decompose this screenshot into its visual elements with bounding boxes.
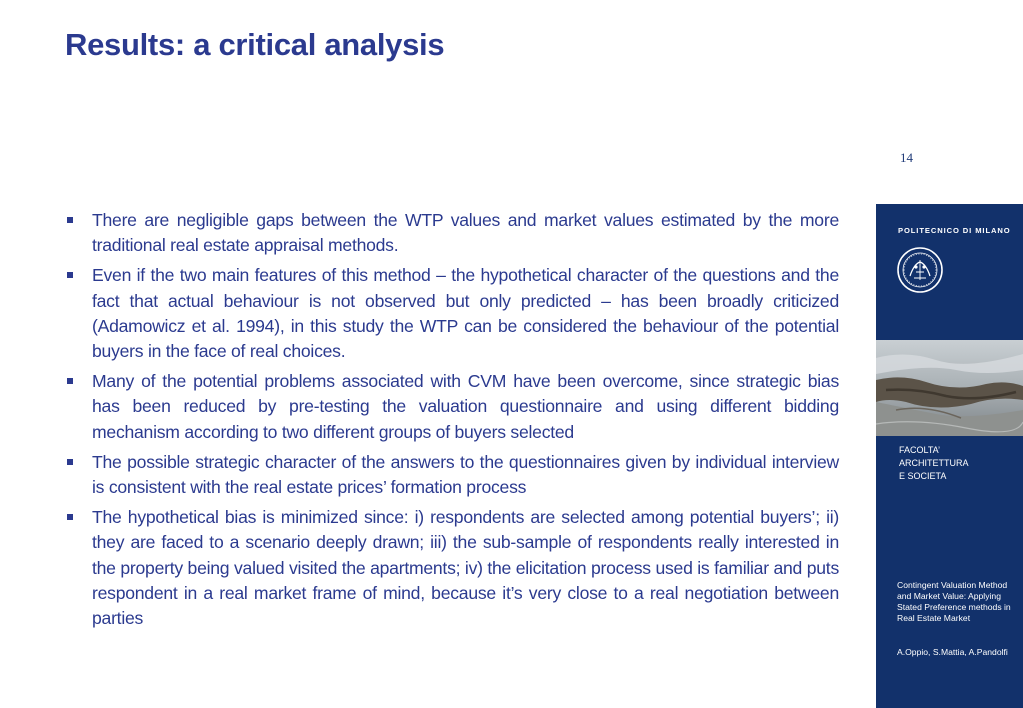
bullet-text: The possible strategic character of the answers to the questionnaires given by individual interview is consistent with the real estate prices’ formation process [92,451,839,498]
square-bullet-icon [67,272,73,278]
square-bullet-icon [67,217,73,223]
page-number: 14 [900,150,913,165]
paper-title: Contingent Valuation Method and Market Value: Applying Stated Preference methods in Real Estate Market [897,580,1011,623]
square-bullet-icon [67,459,73,465]
bullet-text: There are negligible gaps between the WTP values and market values estimated by the more traditional real estate appraisal methods. [92,210,839,256]
slide-title: Results: a critical analysis [65,27,445,62]
bullet-item [65,505,839,631]
square-bullet-icon [67,378,73,384]
authors: A.Oppio, S.Mattia, A.Pandolfi [897,647,1008,657]
faculty-label [899,444,969,483]
institution-name: POLITECNICO DI MILANO [898,226,1011,235]
university-seal-icon [896,246,944,294]
bullet-text: Many of the potential problems associated with CVM have been overcome, since strategic bias has been reduced by pre-testing the valuation questionnaire and using different bidding mechanism according to two different groups of buyers selected [92,371,839,442]
square-bullet-icon [67,514,73,520]
bullet-item [65,369,839,445]
bullet-item [65,450,839,500]
bullet-item [65,208,839,258]
sidebar-panel [876,204,1023,708]
landscape-photo [876,340,1023,436]
faculty-line: FACOLTA’ [899,445,941,455]
bullet-item [65,263,839,364]
faculty-line: ARCHITETTURA [899,458,969,468]
faculty-line: E SOCIETA [899,471,947,481]
bullet-text: Even if the two main features of this method – the hypothetical character of the questions and the fact that actual behaviour is not observed but only predicted – has been broadly criticized (Adamowicz et al. 1994), in this study the WTP can be considered the behaviour of the potential buyers in the face of real choices. [92,265,839,362]
bullet-list [65,208,839,636]
bullet-text: The hypothetical bias is minimized since: i) respondents are selected among potential buyers’; ii) they are faced to a scenario deeply drawn; iii) the sub-sample of respondents really interested in the property being valued visited the apartments; iv) the elicitation process used is familiar and puts respondent in a real market frame of mind, because it’s very close to a real negotiation between parties [92,507,839,629]
